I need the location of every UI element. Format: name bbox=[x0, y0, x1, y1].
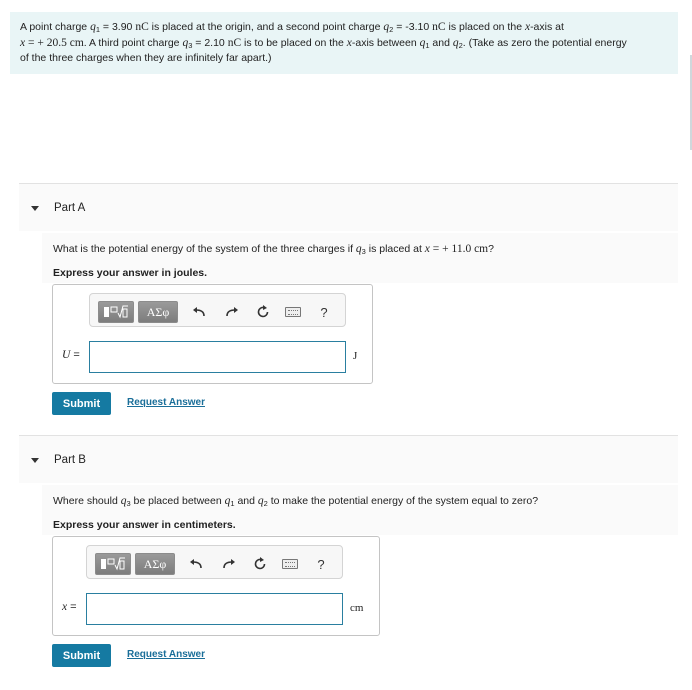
help-icon[interactable]: ? bbox=[320, 304, 328, 320]
part-b-header[interactable] bbox=[19, 435, 678, 483]
templates-button[interactable] bbox=[98, 301, 134, 323]
part-a-header[interactable] bbox=[19, 183, 678, 231]
collapse-caret-icon[interactable] bbox=[31, 206, 39, 211]
part-b-unit: cm bbox=[350, 602, 364, 614]
part-a-express-instruction: Express your answer in joules. bbox=[53, 267, 208, 279]
part-a-answer-box bbox=[52, 284, 373, 384]
templates-icon bbox=[100, 557, 126, 571]
greek-symbols-button[interactable]: ΑΣφ bbox=[135, 553, 175, 575]
keyboard-icon[interactable] bbox=[281, 555, 299, 573]
part-a-variable-label: U = bbox=[62, 349, 80, 361]
redo-icon[interactable] bbox=[220, 555, 238, 573]
part-b-answer-input[interactable] bbox=[86, 593, 343, 625]
undo-icon[interactable] bbox=[190, 303, 208, 321]
part-b-express-instruction: Express your answer in centimeters. bbox=[53, 519, 236, 531]
part-b-math-toolbar bbox=[86, 545, 343, 579]
collapse-caret-icon[interactable] bbox=[31, 458, 39, 463]
reset-icon[interactable] bbox=[254, 303, 272, 321]
part-a-question bbox=[42, 233, 678, 283]
problem-statement bbox=[10, 12, 678, 74]
problem-line-3: of the three charges when they are infinitely far apart.) bbox=[20, 52, 272, 64]
part-b-question-text: Where should $q_3$ be placed between $q_1$ and $q_2$ to make the potential energy of the system equal to zero? bbox=[53, 495, 539, 508]
part-a-title: Part A bbox=[54, 201, 86, 214]
part-b-variable-label: x = bbox=[62, 601, 77, 613]
part-b-question bbox=[42, 485, 678, 535]
problem-line-1: A point charge $q_1 = 3.90$ nC is placed at the origin, and a second point charge $q_2 = -3.10$ nC is placed on the x-axis at bbox=[20, 21, 564, 34]
undo-icon[interactable] bbox=[187, 555, 205, 573]
part-a-answer-input[interactable] bbox=[89, 341, 346, 373]
keyboard-icon[interactable] bbox=[284, 303, 302, 321]
help-icon[interactable]: ? bbox=[317, 556, 325, 572]
reset-icon[interactable] bbox=[251, 555, 269, 573]
problem-line-2: x = + 20.5 cm. A third point charge $q_3 = 2.10$ nC is to be placed on the x-axis between $q_1$ and $q_2$. (Take as zero the potential energy bbox=[20, 36, 627, 50]
part-a-request-answer-link[interactable]: Request Answer bbox=[127, 397, 205, 408]
part-b-title: Part B bbox=[54, 453, 86, 466]
part-a-math-toolbar bbox=[89, 293, 346, 327]
part-b-request-answer-link[interactable]: Request Answer bbox=[127, 649, 205, 660]
redo-icon[interactable] bbox=[223, 303, 241, 321]
templates-icon bbox=[103, 305, 129, 319]
part-b-submit-button[interactable]: Submit bbox=[52, 644, 111, 667]
part-b-answer-box bbox=[52, 536, 380, 636]
greek-symbols-button[interactable]: ΑΣφ bbox=[138, 301, 178, 323]
part-a-unit: J bbox=[353, 350, 358, 362]
part-a-question-text: What is the potential energy of the system of the three charges if $q_3$ is placed at x = + 11.0 cm? bbox=[53, 243, 494, 256]
part-a-submit-button[interactable]: Submit bbox=[52, 392, 111, 415]
templates-button[interactable] bbox=[95, 553, 131, 575]
